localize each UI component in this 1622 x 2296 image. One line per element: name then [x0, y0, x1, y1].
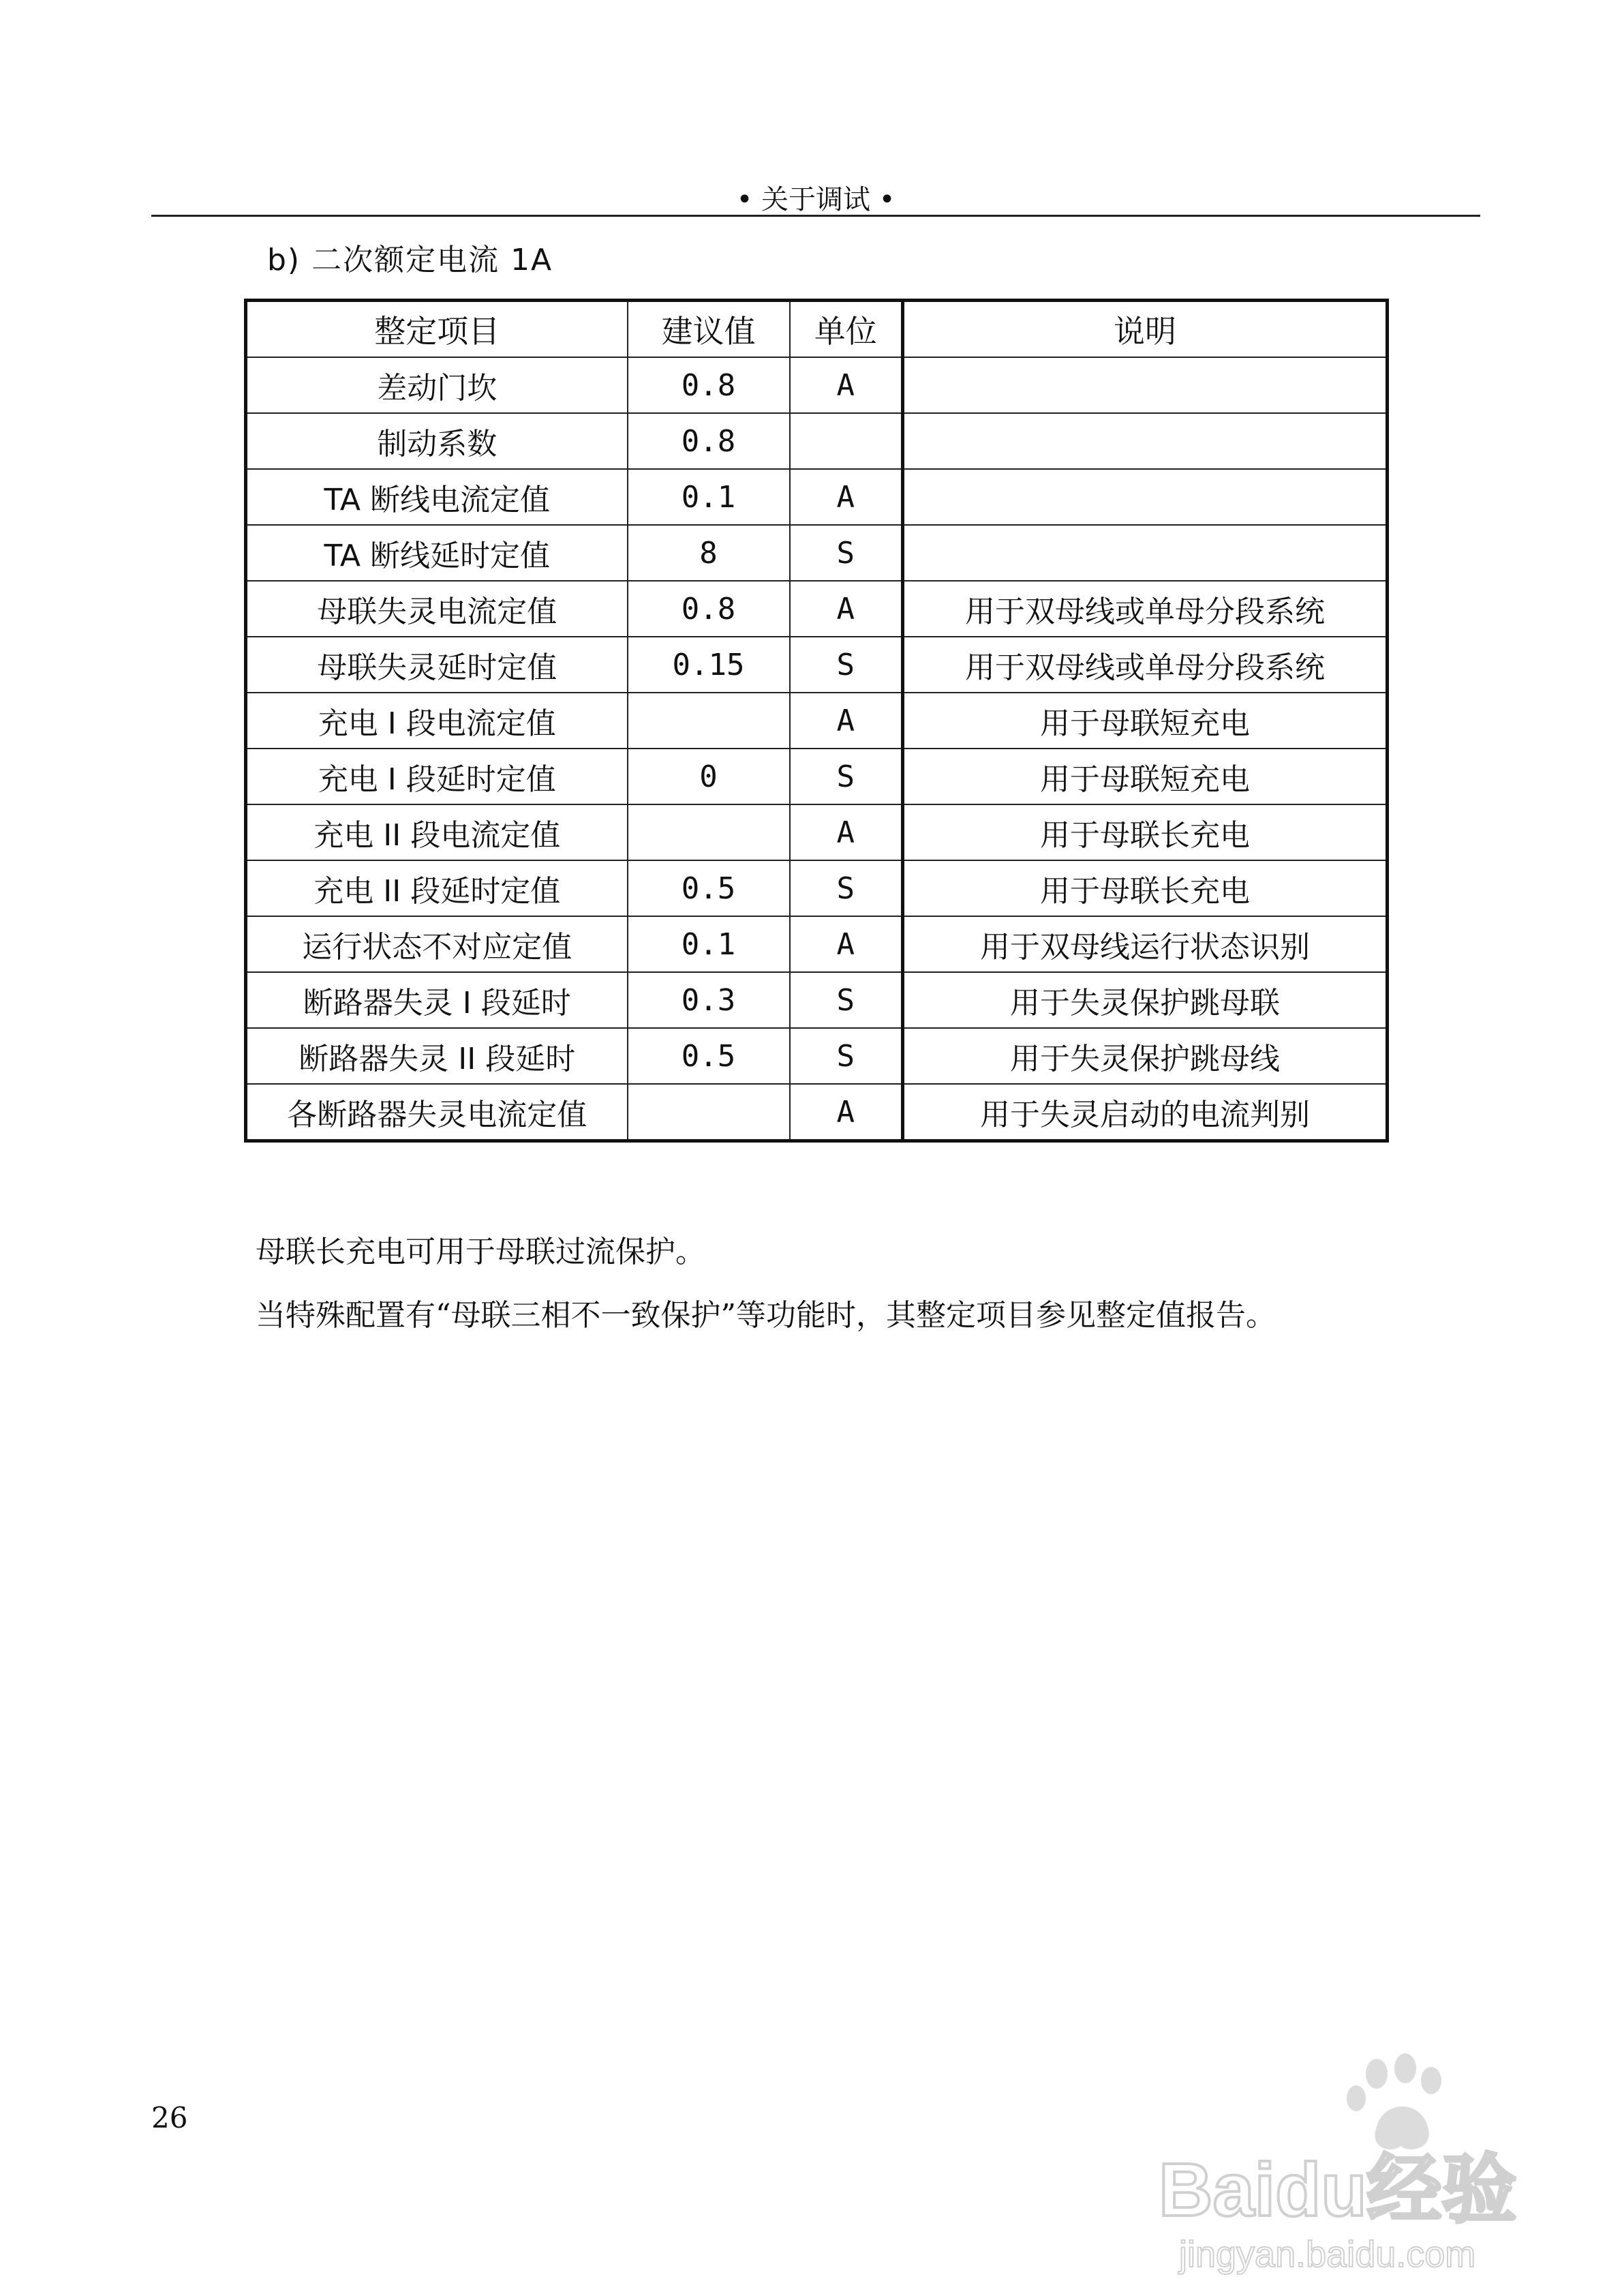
- cell-setting-item: 断路器失灵 II 段延时: [246, 1028, 628, 1084]
- cell-setting-item: 差动门坎: [246, 357, 628, 413]
- table-row: [246, 413, 1388, 469]
- cell-suggested-value: 0.5: [628, 860, 790, 916]
- cell-setting-item: 充电 II 段延时定值: [246, 860, 628, 916]
- table-row: [246, 581, 1388, 637]
- table-row: [246, 693, 1388, 749]
- table-row: [246, 637, 1388, 693]
- cell-description: 用于双母线运行状态识别: [903, 916, 1388, 972]
- cell-description: 用于失灵启动的电流判别: [903, 1084, 1388, 1141]
- section-subheading: b) 二次额定电流 1A: [267, 243, 553, 277]
- table-row: [246, 804, 1388, 860]
- table-row: [246, 916, 1388, 972]
- cell-setting-item: 运行状态不对应定值: [246, 916, 628, 972]
- header-title: • 关于调试 •: [736, 184, 896, 215]
- table-header-row: [246, 301, 1388, 358]
- cell-description: 用于母联长充电: [903, 804, 1388, 860]
- cell-unit: S: [790, 972, 903, 1028]
- cell-unit: S: [790, 749, 903, 804]
- paw-icon: [1347, 2053, 1441, 2149]
- cell-setting-item: 充电 I 段电流定值: [246, 693, 628, 749]
- cell-suggested-value: 0.8: [628, 413, 790, 469]
- cell-setting-item: TA 断线延时定值: [246, 525, 628, 581]
- cell-unit: A: [790, 581, 903, 637]
- cell-suggested-value: 0.1: [628, 469, 790, 525]
- cell-setting-item: 断路器失灵 I 段延时: [246, 972, 628, 1028]
- column-header-item: 整定项目: [246, 301, 628, 358]
- cell-suggested-value: 8: [628, 525, 790, 581]
- cell-unit: A: [790, 804, 903, 860]
- column-header-description: 说明: [903, 301, 1388, 358]
- note-paragraph: 当特殊配置有“母联三相不一致保护”等功能时，其整定项目参见整定值报告。: [256, 1298, 1276, 1333]
- baidu-jingyan-watermark: [1152, 2045, 1533, 2277]
- cell-setting-item: 母联失灵延时定值: [246, 637, 628, 693]
- table-row: [246, 749, 1388, 804]
- cell-suggested-value: 0.8: [628, 581, 790, 637]
- table-row: [246, 1028, 1388, 1084]
- cell-unit: S: [790, 525, 903, 581]
- cell-unit: A: [790, 693, 903, 749]
- cell-setting-item: 各断路器失灵电流定值: [246, 1084, 628, 1141]
- watermark-url: jingyan.baidu.com: [1179, 2234, 1476, 2275]
- cell-description: 用于失灵保护跳母联: [903, 972, 1388, 1028]
- cell-suggested-value: [628, 1084, 790, 1141]
- cell-unit: S: [790, 637, 903, 693]
- cell-description: [903, 413, 1388, 469]
- table-row: [246, 972, 1388, 1028]
- cell-setting-item: 充电 II 段电流定值: [246, 804, 628, 860]
- cell-description: 用于母联短充电: [903, 693, 1388, 749]
- cell-suggested-value: 0.1: [628, 916, 790, 972]
- cell-setting-item: TA 断线电流定值: [246, 469, 628, 525]
- table-row: [246, 357, 1388, 413]
- cell-unit: S: [790, 1028, 903, 1084]
- cell-unit: A: [790, 916, 903, 972]
- cell-setting-item: 母联失灵电流定值: [246, 581, 628, 637]
- cell-unit: A: [790, 357, 903, 413]
- cell-unit: [790, 413, 903, 469]
- table-body: [246, 357, 1388, 1141]
- cell-description: [903, 357, 1388, 413]
- cell-suggested-value: [628, 804, 790, 860]
- cell-suggested-value: 0.3: [628, 972, 790, 1028]
- cell-description: 用于失灵保护跳母线: [903, 1028, 1388, 1084]
- table-row: [246, 525, 1388, 581]
- cell-description: 用于双母线或单母分段系统: [903, 637, 1388, 693]
- cell-description: 用于双母线或单母分段系统: [903, 581, 1388, 637]
- table-row: [246, 1084, 1388, 1141]
- cell-setting-item: 充电 I 段延时定值: [246, 749, 628, 804]
- cell-description: [903, 525, 1388, 581]
- cell-description: 用于母联短充电: [903, 749, 1388, 804]
- cell-unit: S: [790, 860, 903, 916]
- watermark-brand: Baidu经验: [1159, 2148, 1517, 2232]
- cell-suggested-value: 0.5: [628, 1028, 790, 1084]
- table-row: [246, 469, 1388, 525]
- cell-description: [903, 469, 1388, 525]
- cell-suggested-value: 0.8: [628, 357, 790, 413]
- cell-suggested-value: 0: [628, 749, 790, 804]
- cell-description: 用于母联长充电: [903, 860, 1388, 916]
- cell-unit: A: [790, 1084, 903, 1141]
- settings-table: [244, 299, 1389, 1143]
- table-row: [246, 860, 1388, 916]
- cell-setting-item: 制动系数: [246, 413, 628, 469]
- page-header: [151, 174, 1480, 217]
- page-number: 26: [151, 2101, 188, 2134]
- note-paragraph: 母联长充电可用于母联过流保护。: [256, 1235, 705, 1269]
- cell-suggested-value: [628, 693, 790, 749]
- column-header-unit: 单位: [790, 301, 903, 358]
- cell-unit: A: [790, 469, 903, 525]
- cell-suggested-value: 0.15: [628, 637, 790, 693]
- column-header-value: 建议值: [628, 301, 790, 358]
